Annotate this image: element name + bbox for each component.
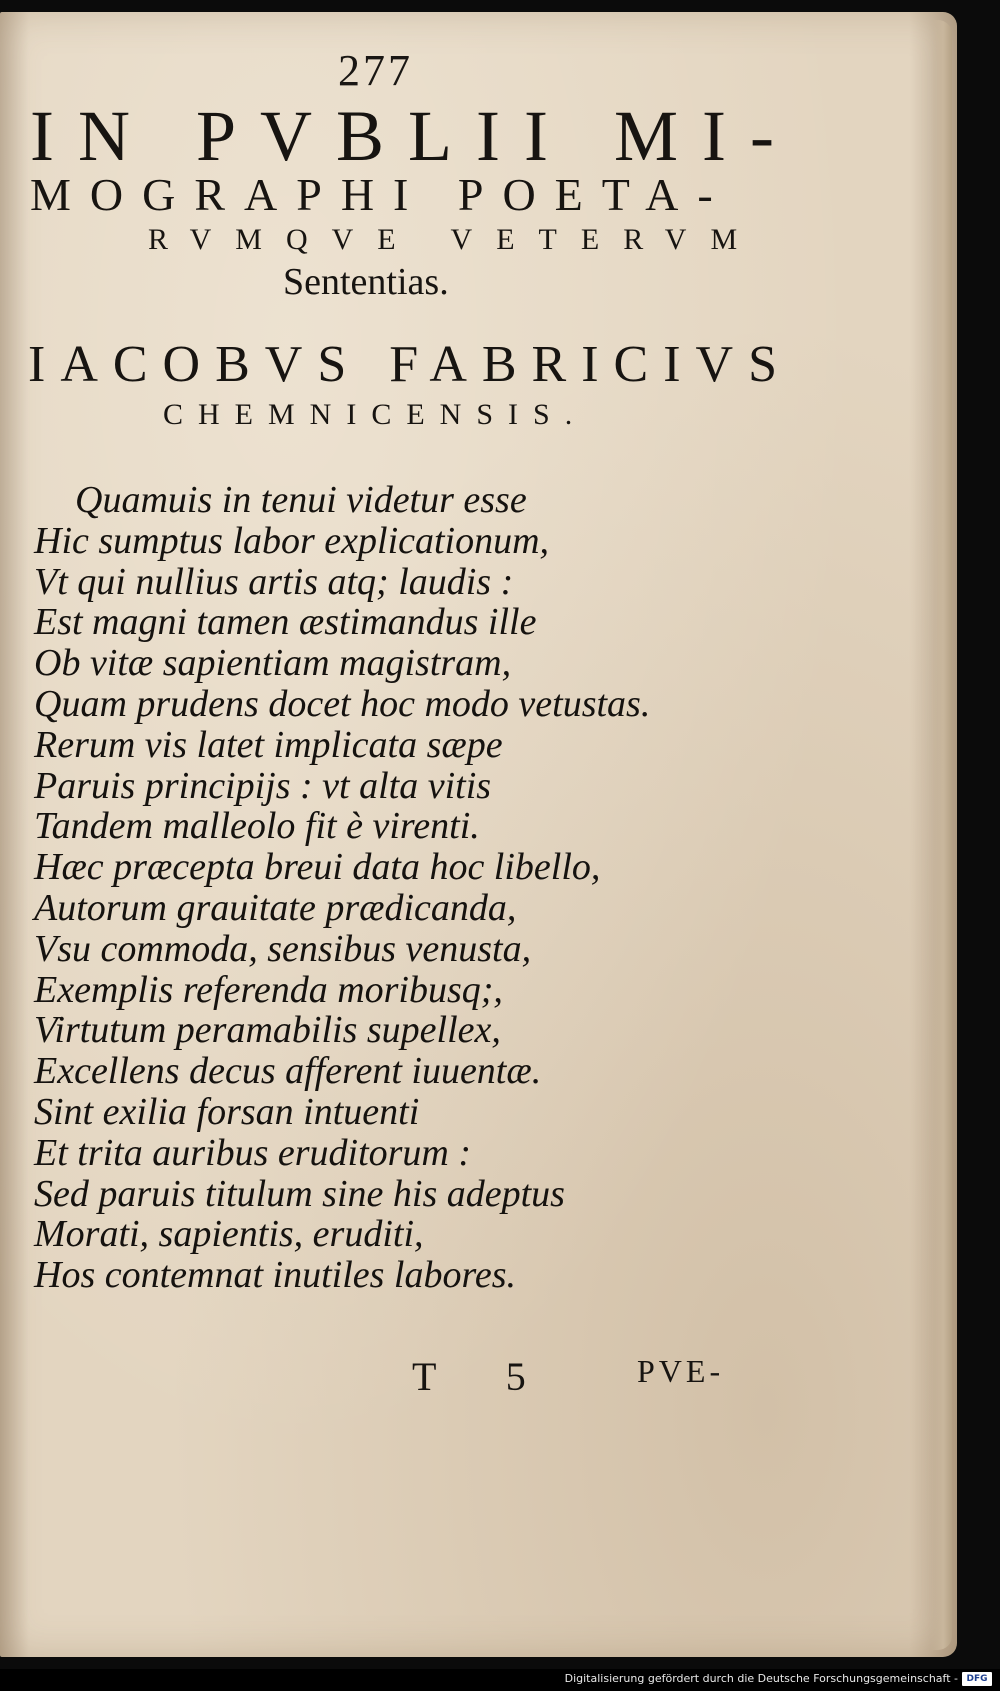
poem-line: Vt qui nullius artis atq; laudis : <box>34 561 514 603</box>
poem-line: Rerum vis latet implicata sæpe <box>34 724 503 766</box>
heading-line-4: Sententias. <box>283 261 449 303</box>
heading-line-3: RVMQVE VETERVM <box>148 223 762 256</box>
poem-line: Est magni tamen æstimandus ille <box>34 601 537 643</box>
dfg-logo-icon <box>962 1672 992 1686</box>
signature-mark: T 5 <box>412 1354 556 1399</box>
poem-line: Quam prudens docet hoc modo vetustas. <box>34 683 651 725</box>
poem-line: Sint exilia forsan intuenti <box>34 1091 420 1133</box>
catchword: PVE- <box>637 1353 725 1389</box>
dfg-logo-text: DFG <box>966 1674 988 1684</box>
author-origin: CHEMNICENSIS. <box>163 398 588 431</box>
poem-line: Excellens decus afferent iuuentæ. <box>34 1050 542 1092</box>
poem-line: Vsu commoda, sensibus venusta, <box>34 928 532 970</box>
poem-line: Tandem malleolo fit è virenti. <box>34 805 480 847</box>
poem-line: Autorum grauitate prædicanda, <box>34 887 517 929</box>
poem-line: Exemplis referenda moribusq;, <box>34 969 503 1011</box>
poem-line: Virtutum peramabilis supellex, <box>34 1009 501 1051</box>
poem-line: Paruis principijs : vt alta vitis <box>34 765 492 807</box>
poem-line: Ob vitæ sapientiam magistram, <box>34 642 512 684</box>
poem-line: Hic sumptus labor explicationum, <box>34 520 550 562</box>
page-edge-shadow <box>930 20 952 1650</box>
funding-credit: Digitalisierung gefördert durch die Deutsche Forschungsgemeinschaft - <box>564 1672 958 1685</box>
page-number: 277 <box>338 46 413 95</box>
poem-line: Hos contemnat inutiles labores. <box>34 1254 516 1296</box>
poem-line: Morati, sapientis, eruditi, <box>34 1213 424 1255</box>
poem-line: Hæc præcepta breui data hoc libello, <box>34 846 601 888</box>
footer-bar <box>0 1669 1000 1691</box>
poem-line: Quamuis in tenui videtur esse <box>75 479 527 521</box>
heading-line-2: MOGRAPHI POETA- <box>30 169 732 220</box>
poem-line: Et trita auribus eruditorum : <box>34 1132 472 1174</box>
heading-line-1: IN PVBLII MI- <box>30 96 798 176</box>
poem-line: Sed paruis titulum sine his adeptus <box>34 1173 565 1215</box>
author-name: IACOBVS FABRICIVS <box>28 336 793 393</box>
